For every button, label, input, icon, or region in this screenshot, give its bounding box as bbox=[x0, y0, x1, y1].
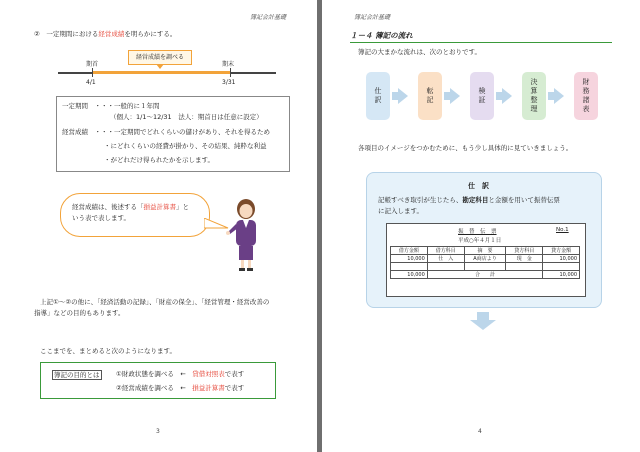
flow-step-label: 財務諸表 bbox=[582, 78, 590, 114]
voucher-header-cell: 貸方金額 bbox=[543, 247, 580, 255]
voucher-header-cell: 貸方科目 bbox=[506, 247, 543, 255]
voucher-entry-row bbox=[391, 255, 580, 263]
timeline-start-label: 期首 bbox=[86, 61, 99, 68]
voucher-header-row bbox=[391, 247, 580, 255]
flow-step-label: 検証 bbox=[478, 87, 486, 105]
bubble-highlight: 損益計算書 bbox=[143, 203, 176, 211]
timeline-tick-end bbox=[230, 68, 231, 77]
voucher-title: 振 替 伝 票 bbox=[458, 229, 497, 235]
summary-item-1-suffix: で表す bbox=[224, 370, 245, 378]
intro-line bbox=[34, 30, 176, 38]
flow-step-shiwake bbox=[366, 72, 390, 120]
page-number: 4 bbox=[478, 428, 482, 435]
bubble-line-2: いう表で表します。 bbox=[72, 214, 130, 222]
summary-item-1-label: ①財政状態を調べる ← bbox=[116, 370, 186, 378]
flow-arrow-2 bbox=[450, 88, 460, 104]
voucher-header-cell: 借方金額 bbox=[391, 247, 428, 255]
voucher-date: 平成○年４月１日 bbox=[458, 238, 502, 244]
voucher-cell: 現 金 bbox=[506, 255, 543, 263]
summary-item-1-result: 貸借対照表 bbox=[192, 370, 225, 378]
businesswoman-illustration bbox=[226, 196, 266, 272]
right-page bbox=[322, 0, 640, 452]
page-header: 簿記会計基礎 bbox=[250, 14, 287, 21]
timeline-end-date: 3/31 bbox=[222, 79, 236, 86]
voucher-cell: 仕 入 bbox=[427, 255, 464, 263]
summary-box bbox=[40, 362, 276, 399]
timeline-callout-label: 経営成績を調べる bbox=[135, 54, 184, 61]
flow-step-kensho bbox=[470, 72, 494, 120]
voucher-cell: 10,000 bbox=[391, 255, 428, 263]
summary-item-2-label: ②経営成績を調べる ← bbox=[116, 384, 186, 392]
flow-step-zaimu bbox=[574, 72, 598, 120]
timeline-start-date: 4/1 bbox=[86, 79, 96, 86]
info-row-2: （個人：1/1～12/31 法人：期首日は任意に設定） bbox=[110, 113, 263, 121]
summary-item-2-result: 損益計算書 bbox=[192, 384, 225, 392]
timeline-end-label: 期末 bbox=[222, 61, 235, 68]
page-number: 3 bbox=[156, 428, 160, 435]
intro-suffix: を明らかにする。 bbox=[124, 30, 177, 38]
lead-text: 各項目のイメージをつかむために、もう少し具体的に見ていきましょう。 bbox=[358, 144, 573, 152]
flow-step-kessan bbox=[522, 72, 546, 120]
voucher-blank-row bbox=[391, 263, 580, 271]
flow-step-label: 仕訳 bbox=[374, 87, 382, 105]
bubble-line-1 bbox=[72, 203, 189, 211]
section-title: １－４ 簿記の流れ bbox=[350, 31, 413, 40]
voucher-table bbox=[390, 246, 580, 279]
section-title-bar bbox=[350, 30, 612, 43]
panel-title: 仕 訳 bbox=[468, 182, 489, 190]
panel-desc-2: に記入します。 bbox=[378, 207, 423, 215]
summary-title: 簿記の目的とは bbox=[54, 371, 100, 379]
panel-desc-suffix: と金額を用いて振替伝票 bbox=[488, 196, 560, 204]
info-row-3: 経営成績 ・・・一定期間でどれくらいの儲けがあり、それを得るため bbox=[62, 128, 270, 136]
panel-desc-1 bbox=[378, 196, 560, 204]
flow-step-tenki bbox=[418, 72, 442, 120]
voucher-header-cell: 摘 要 bbox=[464, 247, 506, 255]
voucher-number: No.1 bbox=[556, 227, 569, 233]
timeline-callout bbox=[128, 50, 192, 65]
flow-step-label: 転記 bbox=[426, 87, 434, 105]
panel-desc-bold: 勘定科目 bbox=[462, 196, 489, 204]
voucher-cell: A商店より bbox=[464, 255, 506, 263]
flow-arrow-3 bbox=[502, 88, 512, 104]
flow-step-label: 決算整理 bbox=[530, 78, 538, 114]
intro-highlight: 経営成績 bbox=[98, 30, 125, 38]
summary-item-1 bbox=[116, 370, 244, 378]
page-header: 簿記会計基礎 bbox=[354, 14, 391, 21]
left-page bbox=[0, 0, 317, 452]
voucher-cell: 10,000 bbox=[543, 255, 580, 263]
info-row-4: ・にどれくらいの経費が掛かり、その結果、純粋な利益 bbox=[104, 142, 267, 150]
voucher-total-label: 合 計 bbox=[427, 271, 542, 279]
voucher-header-cell: 借方科目 bbox=[427, 247, 464, 255]
flow-arrow-1 bbox=[398, 88, 408, 104]
bubble-suffix: 」と bbox=[176, 203, 189, 211]
voucher-total-debit: 10,000 bbox=[391, 271, 428, 279]
panel-desc-prefix: 記帳すべき取引が生じたら、 bbox=[378, 196, 463, 204]
down-arrow-icon bbox=[470, 312, 496, 330]
info-row-1: 一定期間 ・・・一般的に１年間 bbox=[62, 102, 160, 110]
para-line-2: 指導」などの目的もあります。 bbox=[34, 309, 125, 317]
para-line-1: 上記①～②の他に、「経済活動の記録」、「財産の保全」、「経営管理・経営改善の bbox=[40, 298, 270, 306]
flow-arrow-4 bbox=[554, 88, 564, 104]
summary-item-2 bbox=[116, 384, 244, 392]
info-row-5: ・がどれだけ得られたかを示します。 bbox=[104, 156, 214, 164]
voucher-total-row bbox=[391, 271, 580, 279]
timeline-period-bar bbox=[92, 71, 230, 74]
voucher-total-credit: 10,000 bbox=[543, 271, 580, 279]
summary-intro: ここまでを、まとめると次のようになります。 bbox=[40, 347, 176, 355]
timeline-tick-start bbox=[92, 68, 93, 77]
intro-prefix: ② 一定期間における bbox=[34, 30, 99, 38]
flow-intro: 簿記の大まかな流れは、次のとおりです。 bbox=[358, 48, 481, 56]
callout-pointer bbox=[156, 64, 164, 69]
bubble-prefix: 経営成績は、後述する「 bbox=[72, 203, 144, 211]
summary-item-2-suffix: で表す bbox=[224, 384, 245, 392]
